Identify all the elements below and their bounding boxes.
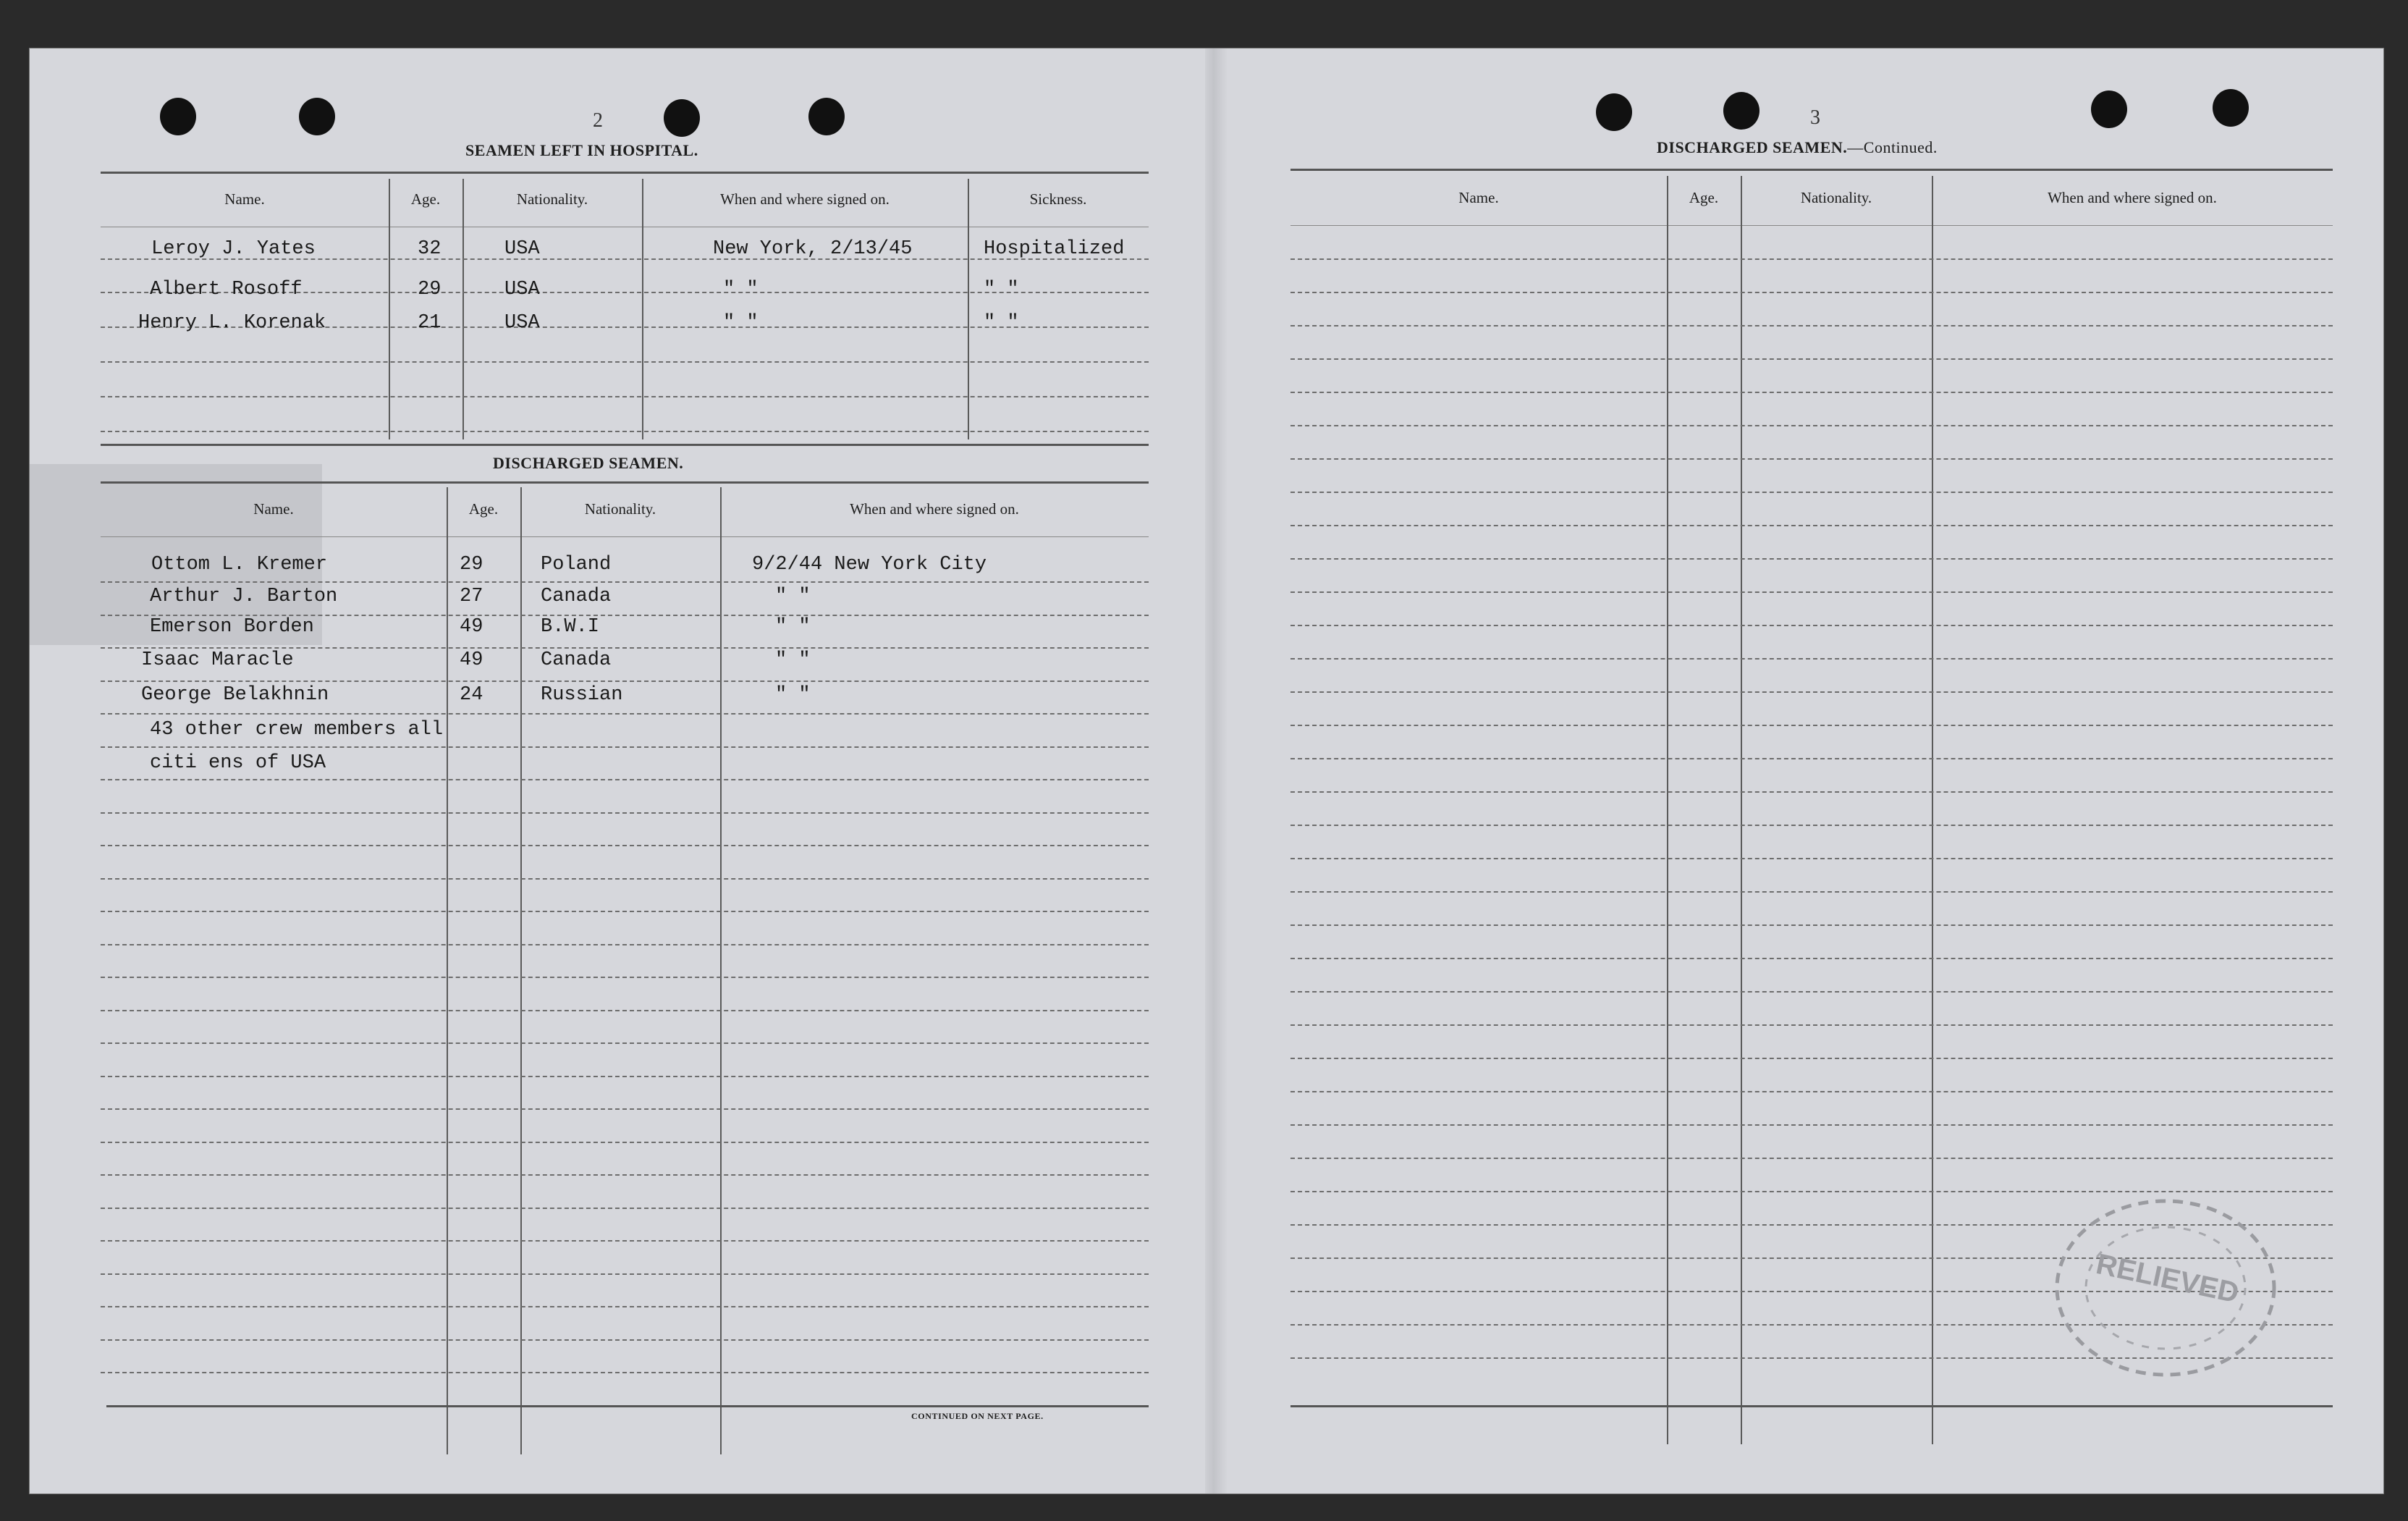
discharged-row-3-age: 49 <box>460 616 483 638</box>
discharged-bottom-rule <box>106 1405 1149 1407</box>
hospital-row-1-signed-on: New York, 2/13/45 <box>713 238 913 260</box>
row-line <box>101 779 1149 780</box>
row-line <box>101 647 1149 649</box>
discharged-row-1-name: Ottom L. Kremer <box>151 554 328 576</box>
discharged-note-line-2: citi ens of USA <box>150 752 326 774</box>
row-line <box>1290 292 2333 293</box>
punch-hole <box>299 98 335 135</box>
right-bottom-rule <box>1290 1405 2333 1407</box>
discharged-row-1-nationality: Poland <box>541 554 612 576</box>
relieved-stamp <box>2046 1179 2285 1396</box>
discharged-col-divider <box>520 487 522 1454</box>
row-line <box>101 1076 1149 1077</box>
right-page-number: 3 <box>1810 106 1820 129</box>
row-line <box>1290 325 2333 326</box>
row-line <box>1290 958 2333 959</box>
discharged-col-divider <box>720 487 722 1454</box>
right-col-divider <box>1667 176 1668 1444</box>
punch-hole <box>1723 92 1759 130</box>
hospital-row-1-age: 32 <box>418 238 442 260</box>
hospital-col-signed-on: When and where signed on. <box>720 190 890 208</box>
row-line <box>101 911 1149 912</box>
row-line <box>1290 691 2333 693</box>
punch-hole <box>160 98 196 135</box>
hospital-section-title: SEAMEN LEFT IN HOSPITAL. <box>465 141 698 159</box>
row-line <box>101 1372 1149 1373</box>
stamp-text: RELIEVED <box>2093 1247 2242 1310</box>
hospital-row-1-nationality: USA <box>504 238 540 260</box>
punch-hole <box>1596 93 1632 131</box>
page-fold <box>1205 49 1227 1493</box>
discharged-row-5-nationality: Russian <box>541 684 623 706</box>
hospital-row-2-age: 29 <box>418 279 442 300</box>
row-line <box>101 681 1149 682</box>
discharged-section-title: DISCHARGED SEAMEN. <box>493 454 684 472</box>
row-line <box>101 1010 1149 1011</box>
discharged-col-name: Name. <box>253 500 294 518</box>
discharged-col-signed-on: When and where signed on. <box>850 500 1019 518</box>
hospital-row-1-name: Leroy J. Yates <box>151 238 316 260</box>
discharged-row-3-signed-on: " " <box>775 616 811 638</box>
hospital-col-nationality: Nationality. <box>516 190 588 208</box>
discharged-row-4-signed-on: " " <box>775 649 811 671</box>
discharged-row-1-age: 29 <box>460 554 483 576</box>
row-line <box>101 746 1149 748</box>
row-line <box>101 1339 1149 1341</box>
hospital-row-3-age: 21 <box>418 312 442 334</box>
row-line <box>101 1108 1149 1110</box>
right-col-divider <box>1932 176 1933 1444</box>
discharged-row-5-name: George Belakhnin <box>141 684 329 706</box>
hospital-row-3-sickness: " " <box>984 312 1019 334</box>
row-line <box>101 977 1149 978</box>
left-page-number: 2 <box>593 109 603 132</box>
row-line <box>1290 1024 2333 1026</box>
hospital-col-divider <box>968 179 969 439</box>
hospital-row-line <box>101 431 1149 432</box>
row-line <box>1290 858 2333 859</box>
right-top-rule <box>1290 169 2333 171</box>
row-line <box>1290 558 2333 560</box>
right-page-title: DISCHARGED SEAMEN.—Continued. <box>1657 138 1938 156</box>
row-line <box>1290 358 2333 360</box>
continued-footer: CONTINUED ON NEXT PAGE. <box>911 1411 1044 1421</box>
discharged-row-4-age: 49 <box>460 649 483 671</box>
row-line <box>101 1208 1149 1209</box>
punch-hole <box>664 99 700 137</box>
discharged-row-3-nationality: B.W.I <box>541 616 600 638</box>
right-col-age: Age. <box>1689 189 1719 206</box>
discharged-note-line-1: 43 other crew members all <box>150 719 444 741</box>
row-line <box>1290 1158 2333 1159</box>
row-line <box>1290 658 2333 660</box>
hospital-col-divider <box>389 179 390 439</box>
row-line <box>101 1240 1149 1242</box>
discharged-row-2-signed-on: " " <box>775 586 811 607</box>
row-line <box>101 581 1149 583</box>
right-col-nationality: Nationality. <box>1800 189 1872 206</box>
discharged-col-divider <box>447 487 448 1454</box>
row-line <box>1290 924 2333 926</box>
hospital-row-3-name: Henry L. Korenak <box>138 312 326 334</box>
discharged-row-2-age: 27 <box>460 586 483 607</box>
row-line <box>1290 891 2333 893</box>
discharged-col-nationality: Nationality. <box>584 500 656 518</box>
row-line <box>101 1142 1149 1143</box>
row-line <box>101 1174 1149 1176</box>
discharged-col-age: Age. <box>468 500 499 518</box>
row-line <box>1290 258 2333 260</box>
row-line <box>1290 425 2333 426</box>
row-line <box>101 944 1149 945</box>
row-line <box>1290 791 2333 793</box>
row-line <box>1290 991 2333 993</box>
row-line <box>1290 825 2333 826</box>
discharged-row-5-age: 24 <box>460 684 483 706</box>
discharged-row-4-nationality: Canada <box>541 649 612 671</box>
row-line <box>1290 725 2333 726</box>
hospital-row-2-name: Albert Rosoff <box>150 279 303 300</box>
right-header-rule <box>1290 225 2333 226</box>
hospital-row-3-nationality: USA <box>504 312 540 334</box>
hospital-top-rule <box>101 172 1149 174</box>
punch-hole <box>2091 90 2127 128</box>
row-line <box>1290 525 2333 526</box>
row-line <box>1290 591 2333 593</box>
row-line <box>101 845 1149 846</box>
discharged-header-rule <box>101 536 1149 537</box>
row-line <box>1290 458 2333 460</box>
discharged-row-2-name: Arthur J. Barton <box>150 586 338 607</box>
row-line <box>101 1042 1149 1044</box>
hospital-row-line <box>101 361 1149 363</box>
discharged-row-3-name: Emerson Borden <box>150 616 314 638</box>
hospital-row-2-nationality: USA <box>504 279 540 300</box>
punch-hole <box>2213 89 2249 127</box>
row-line <box>101 713 1149 715</box>
row-line <box>1290 625 2333 626</box>
row-line <box>1290 492 2333 493</box>
hospital-row-1-sickness: Hospitalized <box>984 238 1125 260</box>
row-line <box>1290 758 2333 759</box>
discharged-row-1-signed-on: 9/2/44 New York City <box>752 554 987 576</box>
hospital-bottom-rule <box>101 444 1149 446</box>
row-line <box>1290 1091 2333 1092</box>
right-col-name: Name. <box>1458 189 1499 206</box>
hospital-row-3-signed-on: " " <box>723 312 759 334</box>
row-line <box>101 878 1149 880</box>
row-line <box>1290 392 2333 393</box>
row-line <box>101 1306 1149 1307</box>
document-scan <box>29 48 2384 1494</box>
right-col-divider <box>1741 176 1742 1444</box>
right-col-signed-on: When and where signed on. <box>2048 189 2217 206</box>
hospital-col-divider <box>642 179 643 439</box>
hospital-row-line <box>101 396 1149 397</box>
discharged-row-5-signed-on: " " <box>775 684 811 706</box>
hospital-row-2-sickness: " " <box>984 279 1019 300</box>
row-line <box>1290 1124 2333 1126</box>
row-line <box>1290 1058 2333 1059</box>
hospital-row-2-signed-on: " " <box>723 279 759 300</box>
punch-hole <box>808 98 845 135</box>
hospital-col-age: Age. <box>410 190 441 208</box>
hospital-col-sickness: Sickness. <box>1029 190 1087 208</box>
row-line <box>101 1273 1149 1275</box>
discharged-row-4-name: Isaac Maracle <box>141 649 294 671</box>
row-line <box>101 812 1149 814</box>
discharged-row-2-nationality: Canada <box>541 586 612 607</box>
hospital-col-divider <box>462 179 464 439</box>
hospital-col-name: Name. <box>224 190 265 208</box>
discharged-top-rule <box>101 481 1149 484</box>
